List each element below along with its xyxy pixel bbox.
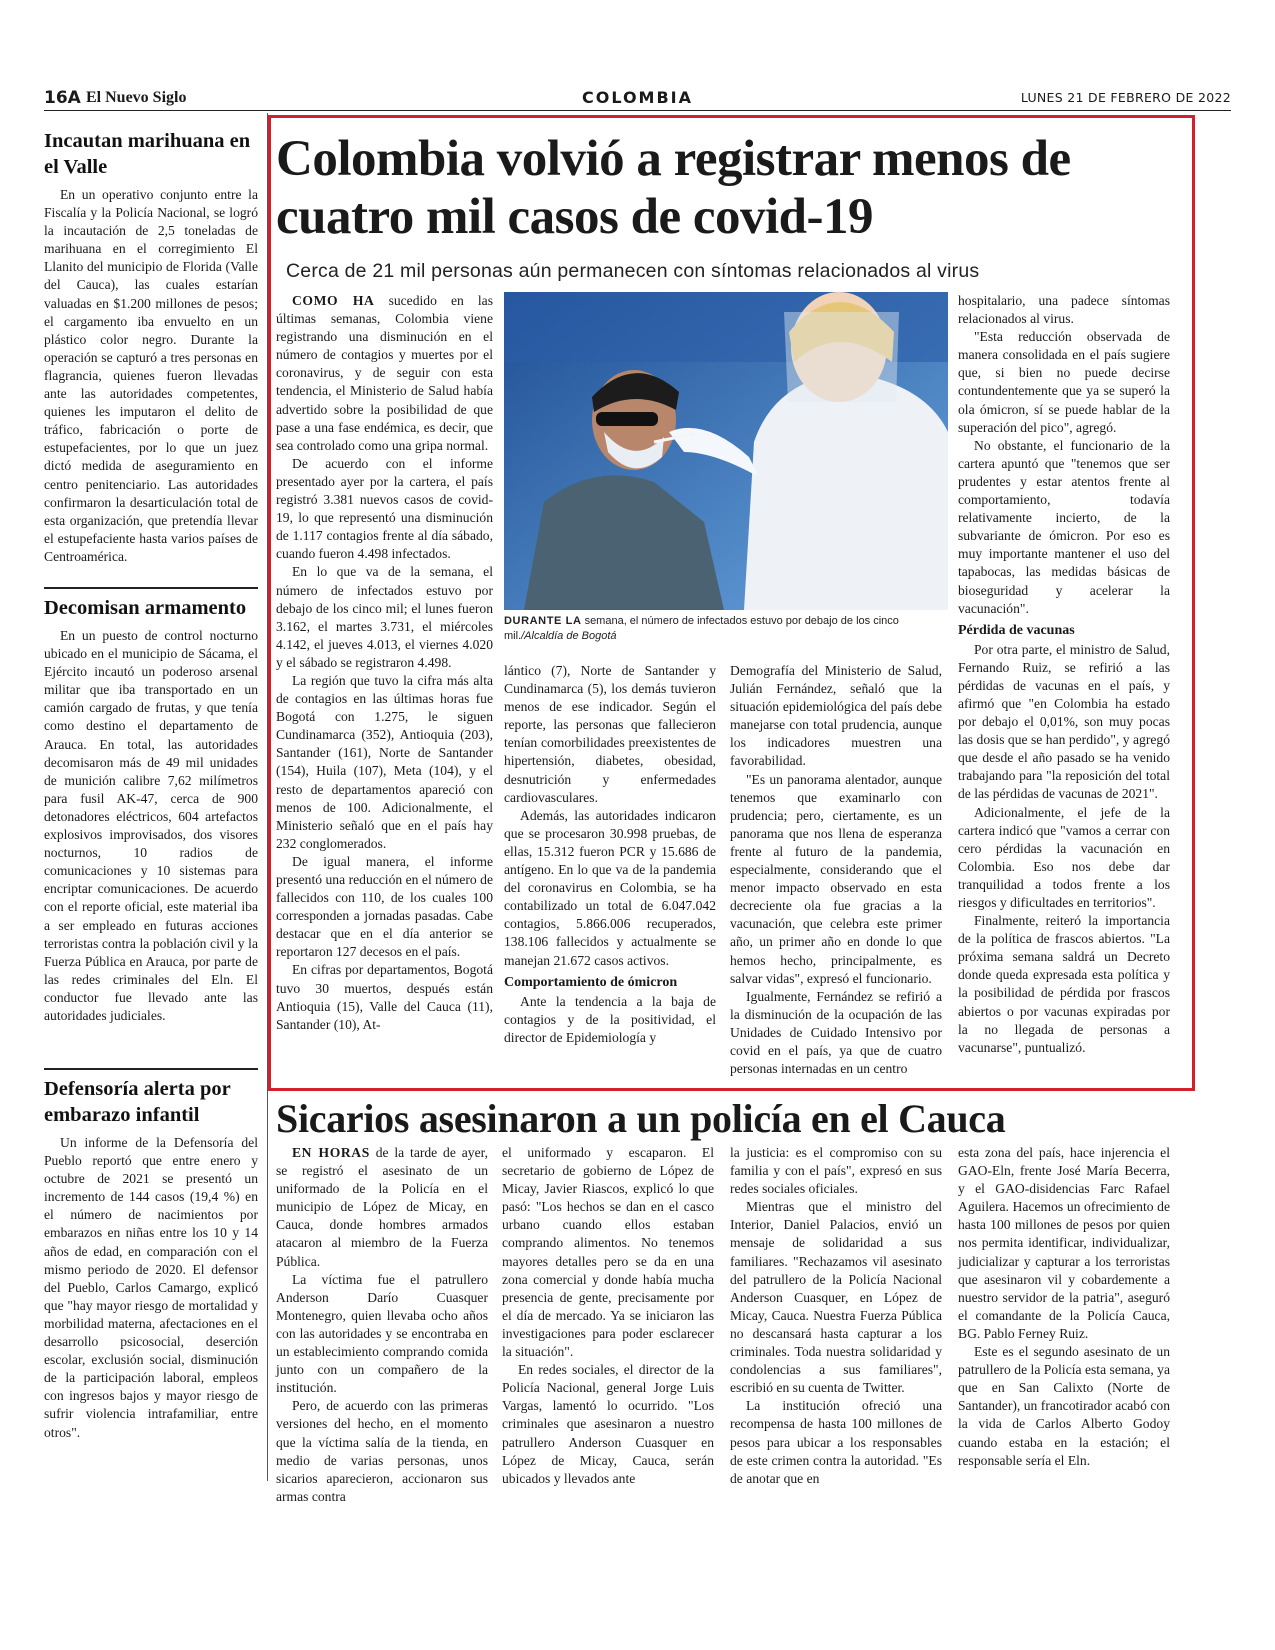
second-story-column-4: esta zona del país, hace injerencia el GAO-Eln, frente José María Becerra, y el GAO-disidencias Farc Rafael Aguilera. Hacemos un ofrecimiento de hasta 100 millones de pesos por quien nos permita identificar, individualizar, judicializar y capturar a los terroristas que asesinaron vil y cobardemente a nuestro servidor de la patria", aseguró el comandante de la Policía Cauca, BG. Pablo Ferney Ruiz. Este es el segundo asesinato de un patrullero de la Policía esta semana, ya que en San Calixto (Norte de Santander), un francotirador acabó con la vida de Carlos Alberto Godoy cuando estaba en la estación; el responsable sería el Eln. — [958, 1145, 1170, 1468]
photo-caption: DURANTE LA semana, el número de infectados estuvo por debajo de los cinco mil./Alcaldía de Bogotá — [504, 615, 899, 642]
header-rule — [44, 110, 1231, 111]
sidebar-divider — [44, 587, 258, 589]
sidebar-story-title: Decomisan armamento — [44, 597, 247, 619]
main-headline: Colombia volvió a registrar menos de cuatro mil casos de covid-19 — [276, 131, 1071, 245]
section-title: COLOMBIA — [581, 88, 694, 107]
sidebar-story-marihuana — [44, 128, 258, 626]
main-story-column-2: lántico (7), Norte de Santander y Cundinamarca (5), los demás tuvieron menos de ese indicador. Según el reporte, las personas que fallecieron tenían comorbilidades preexistentes de hipertensión, diabetes, obesidad, desnutrición y enfermedades cardiovasculares. Además, las autoridades indicaron que se procesaron 30.998 pruebas, de ellas, 15.312 fueron PCR y 15.686 de antígeno. En lo que va de la pandemia del coronavirus en Colombia, se ha contabilizado un total de 6.047.042 contagios, 5.866.006 recuperados, 138.106 fallecidos y actualmente se manejan 21.672 casos activos. Comportamiento de ómicron Ante la tendencia a la baja de contagios y de la positividad, el director de Epidemiología y — [504, 663, 716, 1045]
second-story-column-3: la justicia: es el compromiso con su familia y con el país", expresó en sus redes sociales oficiales. Mientras que el ministro del Interior, Daniel Palacios, envió un mensaje de solidaridad a sus familiares. "Rechazamos vil asesinato del patrullero de la Policía Nacional Anderson Cuasquer, en López de Micay, Cauca. Nuestra Fuerza Pública no descansará hasta capturar a los criminales. Toda nuestra solidaridad y condolencias a sus familiares", escribió en su cuenta de Twitter. La institución ofreció una recompensa de hasta 100 millones de pesos para ubicar a los responsables de este crimen contra la autoridad. "Es de anotar que en — [730, 1145, 942, 1486]
subhead-omicron: Comportamiento de ómicron — [504, 974, 678, 990]
photo-illustration — [504, 292, 948, 610]
sidebar-story-body: En un operativo conjunto entre la Fiscalía y la Policía Nacional, se logró la incautación de 2,5 toneladas de marihuana en el corregimiento El Llanito del municipio de Florida (Valle del Cauca), las cuales estarían valuadas en $1.200 millones de pesos; el cargamento iba envuelto en un plástico color negro. Durante la operación se capturó a tres personas en flagrancia, quienes fueron llevadas ante las autoridades competentes, quienes les imputaron el delito de tráfico, fabricación o porte de estupefacientes, por lo que un juez dictó medida de aseguramiento en centro penitenciario. Las autoridades confirmaron la desarticulación total de esta organización, que pretendía llevar el estupefaciente hasta varios países de Centroamérica. — [44, 187, 258, 564]
main-story-column-4: hospitalario, una padece síntomas relacionados al virus. "Esta reducción observada de manera consolidada en el país sugiere que, si bien no puede decirse contundentemente que ya se superó la ola ómicron, sí se puede hablar de la superación del pico", agregó. No obstante, el funcionario de la cartera apuntó que "tenemos que ser prudentes y estar atentos frente al comportamiento, todavía relativamente incierto, de la subvariante de ómicron. Por eso es muy importante mantener el uso del tapabocas, las medidas básicas de bioseguridad y acelerar la vacunación". Pérdida de vacunas Por otra parte, el ministro de Salud, Fernando Ruiz, se refirió a las pérdidas de vacunas en el país, y afirmó que "en Colombia ha estado por debajo el 0,01%, son muy pocas las dosis que se han perdido", y agregó que desde el año pasado se ha venido trabajando para "la reposición del total de las pérdidas de vacunas de 2021". Adicionalmente, el jefe de la cartera indicó que "vamos a cerrar con cero pérdidas la vacunación en Colombia. Eso nos debe dar tranquilidad a todos frente a los riesgos y dificultades en territorios". Finalmente, reiteró la importancia de la política de frascos abiertos. "La próxima semana saldrá un Decreto donde queda expresada esta política y la posibilidad de pérdida por frascos abiertos o por vacunas expiradas por la no llegada de personas a vacunarse", puntualizó. — [958, 293, 1170, 1055]
main-story-column-3: Demografía del Ministerio de Salud, Julián Fernández, señaló que la situación epidemiológica del país debe manejarse con total prudencia, aunque los indicadores muestren una favorabilidad. "Es un panorama alentador, aunque tenemos que examinarlo con prudencia; pero, ciertamente, es un panorama que nos llena de esperanza frente al futuro de la pandemia, especialmente, considerando que el menor impacto observado en esta decreciente ola fue gracias a la vacunación, que celebra este primer año, un primer año en donde lo que hemos hecho, principalmente, es salvar vidas", expresó el funcionario. Igualmente, Fernández se refirió a la disminución de la ocupación de las Unidades de Cuidado Intensivo por covid en el país, ya que de cuatro personas internadas en un centro — [730, 663, 942, 1077]
lead-in: COMO HA — [292, 293, 375, 308]
sidebar-story-body: En un puesto de control nocturno ubicado en el municipio de Sácama, el Ejército incautó un poderoso arsenal militar que iba transportado en un camión cargado de frutas, y que tenía como destino el departamento de Arauca. En total, las autoridades decomisaron más de 49 mil unidades de munición calibre 7,62 milímetros para fusil AK-47, cerca de 900 detonadores eléctricos, 604 artefactos explosivos improvisados, dos visores nocturnos, 10 radios de comunicaciones y 10 sistemas para encriptar comunicaciones. De acuerdo con el reporte oficial, este material iba a ser empleado en futuras acciones terroristas contra la población civil y la Fuerza Pública en Arauca, por parte de las redes criminales del Eln. El conductor fue llevado ante las autoridades judiciales. — [44, 628, 258, 1023]
main-deck: Cerca de 21 mil personas aún permanecen con síntomas relacionados al virus — [286, 260, 980, 282]
lead-in: EN HORAS — [292, 1145, 370, 1160]
sidebar-story-title: Incautan marihuana en el Valle — [44, 130, 251, 178]
page-header — [44, 88, 1231, 110]
issue-date: LUNES 21 DE FEBRERO DE 2022 — [1020, 90, 1231, 105]
subhead-perdida-vacunas: Pérdida de vacunas — [958, 622, 1075, 638]
photo-credit: /Alcaldía de Bogotá — [521, 630, 617, 642]
second-story-column-2: el uniformado y escaparon. El secretario de gobierno de López de Micay, Javier Riascos, explicó lo que pasó: "Los hechos se dan en el casco urbano cuando ellos estaban comprando alimentos. No tenemos mayores detalles pero se da en una zona comercial y donde había mucha presencia de gente, precisamente por el día de mercado. Ya se iniciaron las investigaciones para poder esclarecer la situación". En redes sociales, el director de la Policía Nacional, general Jorge Luis Vargas, lamentó lo ocurrido. "Los criminales que asesinaron a nuestro patrullero Anderson Cuasquer en López de Micay, Cauca, serán ubicados y llevados ante — [502, 1145, 714, 1486]
newspaper-name: El Nuevo Siglo — [86, 89, 187, 106]
sidebar-story-body: Un informe de la Defensoría del Pueblo reportó que entre enero y octubre de 2021 se presentó un incremento de 144 casos (19,4 %) en el número de nacimientos por embarazos en niñas entre los 10 y 14 años de edad, en comparación con el mismo periodo de 2020. El defensor del Pueblo, Carlos Camargo, explicó que "hay mayor riesgo de mortalidad y morbilidad materna, afectaciones en el desarrollo psicosocial, deserción escolar, exclusión social, disminución de la participación laboral, empleos con ingresos bajos y mayor riesgo de sufrir violencia intrafamiliar, entre otros". — [44, 1135, 258, 1440]
news-photo — [504, 292, 948, 610]
sidebar-story-title: Defensoría alerta por embarazo infantil — [44, 1078, 231, 1126]
second-story-column-1: EN HORAS de la tarde de ayer, se registró el asesinato de un uniformado de la Policía en el municipio de López de Micay, en Cauca, donde hombres armados atacaron al miembro de la Fuerza Pública. La víctima fue el patrullero Anderson Darío Cuasquer Montenegro, quien llevaba ocho años con las autoridades y se encontraba en un establecimiento comprando comida junto con un compañero de la institución. Pero, de acuerdo con las primeras versiones del hecho, en el momento que la víctima salía de la tienda, en medio de varias personas, unos sicarios aparecieron, accionaron sus armas contra — [276, 1145, 488, 1504]
sidebar-story-defensoria — [44, 1076, 258, 1449]
caption-lead: DURANTE LA — [504, 615, 582, 627]
sidebar-story-armamento — [44, 595, 258, 1037]
second-headline: Sicarios asesinaron a un policía en el Cauca — [276, 1096, 1006, 1141]
page-number: 16A — [44, 88, 81, 108]
sidebar-divider — [44, 1068, 258, 1070]
main-story-column-1: COMO HA sucedido en las últimas semanas, Colombia viene registrando una disminución en el número de contagios y muertes por el coronavirus, y de seguir con esta tendencia, el Ministerio de Salud había advertido sobre la posibilidad de que pase a una fase endémica, es decir, que sea controlado como una gripa normal. De acuerdo con el informe presentado ayer por la cartera, el país registró 3.381 nuevos casos de covid-19, lo que representó una disminución de 1.117 contagios frente al día sábado, cuando fueron 4.498 infectados. En lo que va de la semana, el número de infectados estuvo por debajo de los cinco mil; el lunes fueron 3.162, el martes 3.731, el miércoles 4.142, el jueves 4.013, el viernes 4.020 y el sábado se registraron 4.498. La región que tuvo la cifra más alta de contagios en las últimas horas fue Bogotá con 1.275, le siguen Cundinamarca (352), Antioquia (203), Santander (161), Norte de Santander (154), Huila (107), Meta (104), y el resto de departamentos apareció con menos de 100. Adicionalmente, el Ministerio señaló que en el país hay 232 conglomerados. De igual manera, el informe presentó una reducción en el número de fallecidos con 110, de los cuales 100 corresponden a jornadas pasadas. Cabe destacar que en el día anterior se reportaron 127 decesos en el país. En cifras por departamentos, Bogotá tuvo 30 muertos, después están Antioquia (15), Valle del Cauca (11), Santander (10), At- — [276, 293, 493, 1032]
